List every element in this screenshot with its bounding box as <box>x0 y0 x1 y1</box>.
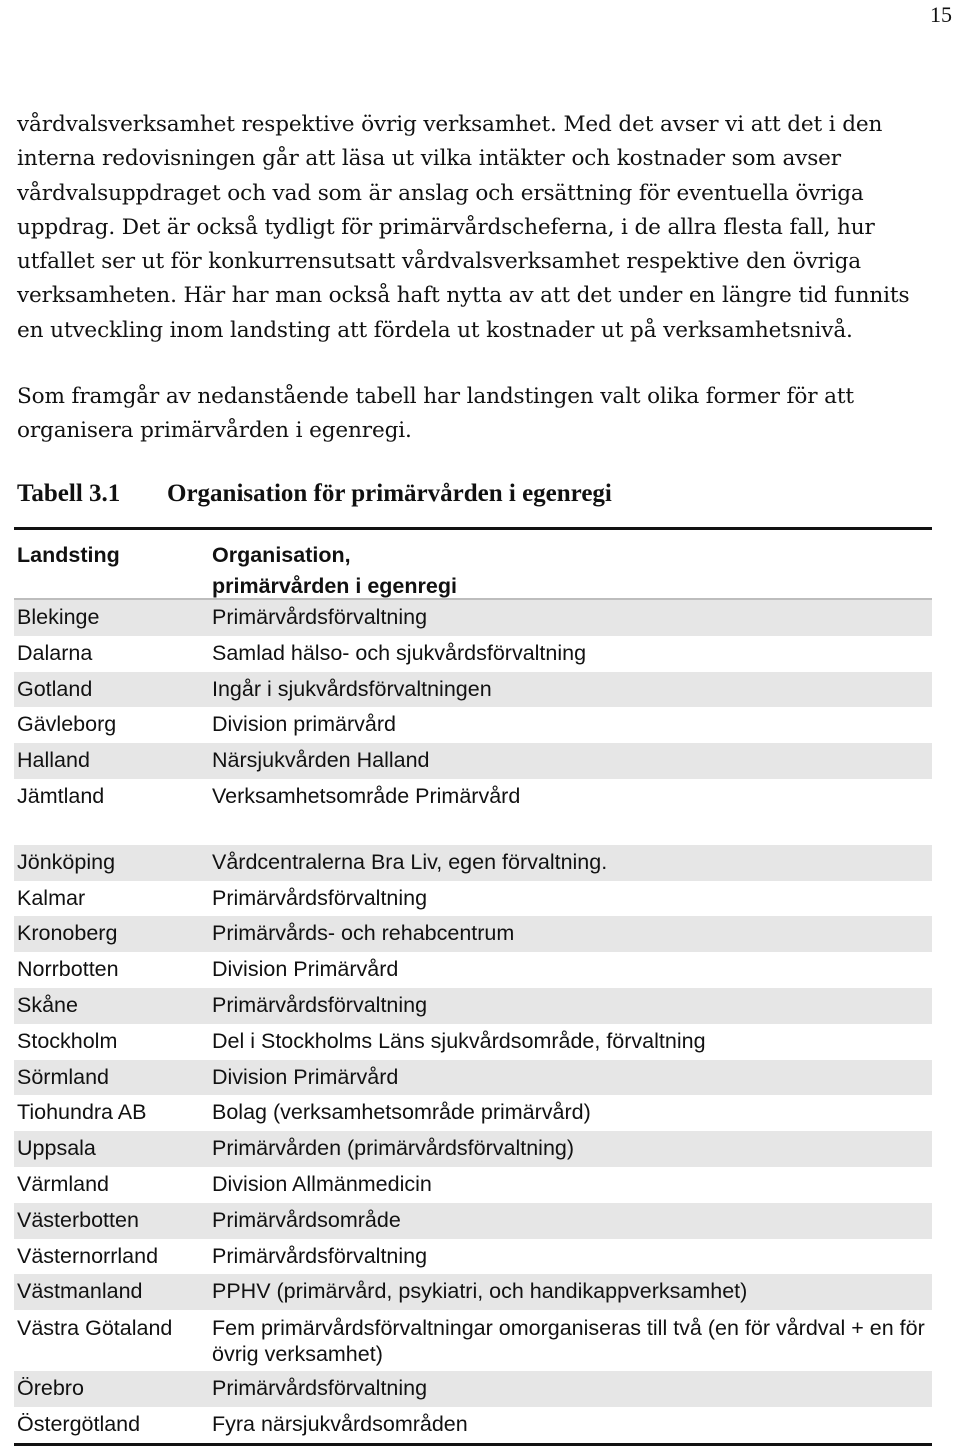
body-paragraph-2: Som framgår av nedanstående tabell har landstingen valt olika former för att organisera primärvården i egenregi. <box>17 384 854 444</box>
table-row <box>14 916 932 952</box>
landsting-cell: Västra Götaland <box>17 1316 173 1341</box>
table-body-group-2 <box>14 845 932 1443</box>
table-body-group-1 <box>14 600 932 815</box>
table-page-gap <box>14 815 932 845</box>
table-row <box>14 636 932 672</box>
organisation-cell: Division primärvård <box>212 712 396 737</box>
table-row <box>14 1407 932 1443</box>
organisation-cell: Primärvårdsförvaltning <box>212 1243 428 1268</box>
organisation-cell: Primärvårdsområde <box>212 1207 401 1232</box>
organisation-cell: Vårdcentralerna Bra Liv, egen förvaltning. <box>212 849 608 874</box>
table-caption-number: Tabell 3.1 <box>17 480 121 507</box>
organisation-cell: Primärvårdsförvaltning <box>212 605 428 629</box>
landsting-cell: Blekinge <box>17 605 100 629</box>
organisation-cell: Primärvårdsförvaltning <box>212 885 428 910</box>
landsting-cell: Stockholm <box>17 1028 118 1053</box>
table-row <box>14 1024 932 1060</box>
organisation-cell: Bolag (verksamhetsområde primärvård) <box>212 1100 591 1125</box>
table-row <box>14 881 932 917</box>
landsting-cell: Tiohundra AB <box>17 1100 147 1125</box>
landsting-cell: Västmanland <box>17 1279 143 1304</box>
table-row <box>14 1095 932 1131</box>
table-caption <box>17 480 612 508</box>
table-row <box>14 1203 932 1239</box>
table-row <box>14 743 932 779</box>
organisation-cell: Del i Stockholms Läns sjukvårdsområde, förvaltning <box>212 1028 706 1053</box>
organisation-cell: Samlad hälso- och sjukvårdsförvaltning <box>212 640 587 665</box>
table-row <box>14 707 932 743</box>
landsting-cell: Uppsala <box>17 1136 96 1161</box>
landsting-cell: Kronoberg <box>17 921 118 946</box>
landsting-cell: Jönköping <box>17 849 116 874</box>
table-part-2 <box>14 845 932 1446</box>
organisation-cell: Fem primärvårdsförvaltningar omorganiseras till två (en för vårdval + en för övrig verksamhet) <box>212 1316 925 1367</box>
landsting-cell: Västerbotten <box>17 1207 139 1232</box>
organisation-cell: Ingår i sjukvårdsförvaltningen <box>212 676 492 701</box>
page-number: 15 <box>930 2 952 27</box>
landsting-cell: Sörmland <box>17 1064 110 1089</box>
organisation-cell: Division Primärvård <box>212 957 399 982</box>
table-row <box>14 845 932 881</box>
organisation-table <box>14 527 932 1446</box>
landsting-cell: Gävleborg <box>17 712 117 737</box>
organisation-cell: Division Allmänmedicin <box>212 1171 432 1196</box>
table-part-1 <box>14 527 932 815</box>
table-row <box>14 1131 932 1167</box>
table-row <box>14 1310 932 1371</box>
organisation-cell: Primärvårds- och rehabcentrum <box>212 921 515 946</box>
landsting-cell: Östergötland <box>17 1411 141 1436</box>
organisation-cell: Primärvårdsförvaltning <box>212 992 428 1017</box>
organisation-cell: Primärvården (primärvårdsförvaltning) <box>212 1136 575 1161</box>
landsting-cell: Gotland <box>17 676 93 701</box>
header-organisation-line-2: primärvården i egenregi <box>212 574 457 598</box>
header-organisation <box>209 540 932 598</box>
table-row <box>14 988 932 1024</box>
table-row <box>14 600 932 636</box>
landsting-cell: Jämtland <box>17 783 105 808</box>
organisation-cell: Fyra närsjukvårdsområden <box>212 1411 468 1436</box>
organisation-cell: Närsjukvården Halland <box>212 748 430 773</box>
organisation-cell: PPHV (primärvård, psykiatri, och handikappverksamhet) <box>212 1279 748 1304</box>
landsting-cell: Halland <box>17 748 90 773</box>
organisation-cell: Verksamhetsområde Primärvård <box>212 783 521 808</box>
landsting-cell: Örebro <box>17 1376 84 1401</box>
landsting-cell: Kalmar <box>17 885 86 910</box>
landsting-cell: Dalarna <box>17 640 93 665</box>
header-landsting: Landsting <box>17 543 120 567</box>
landsting-cell: Västernorrland <box>17 1243 159 1268</box>
body-paragraph-1: vårdvalsverksamhet respektive övrig verksamhet. Med det avser vi att det i den interna redovisningen går att läsa ut vilka intäkter och kostnader som avser vårdvalsuppdraget och vad som är anslag och ersättning för eventuella övriga uppdrag. Det är också tydligt för primärvårdscheferna, i de allra flesta fall, hur utfallet ser ut för konkurrensutsatt vårdvalsverksamhet respektive den övriga verksamheten. Här har man också haft nytta av att det under en längre tid funnits en utveckling inom landsting att fördela ut kostnader ut på verksamhetsnivå. <box>17 112 910 343</box>
organisation-cell: Primärvårdsförvaltning <box>212 1376 428 1401</box>
landsting-cell: Skåne <box>17 992 78 1017</box>
table-row <box>14 779 932 815</box>
table-row <box>14 1239 932 1275</box>
header-organisation-line-1: Organisation, <box>212 543 351 567</box>
table-caption-title: Organisation för primärvården i egenregi <box>167 480 612 507</box>
organisation-cell: Division Primärvård <box>212 1064 399 1089</box>
table-row <box>14 1274 932 1310</box>
table-row <box>14 1167 932 1203</box>
table-row <box>14 672 932 708</box>
table-row <box>14 952 932 988</box>
table-header-row <box>14 530 932 600</box>
table-row <box>14 1060 932 1096</box>
table-row <box>14 1371 932 1407</box>
landsting-cell: Värmland <box>17 1171 110 1196</box>
landsting-cell: Norrbotten <box>17 957 119 982</box>
